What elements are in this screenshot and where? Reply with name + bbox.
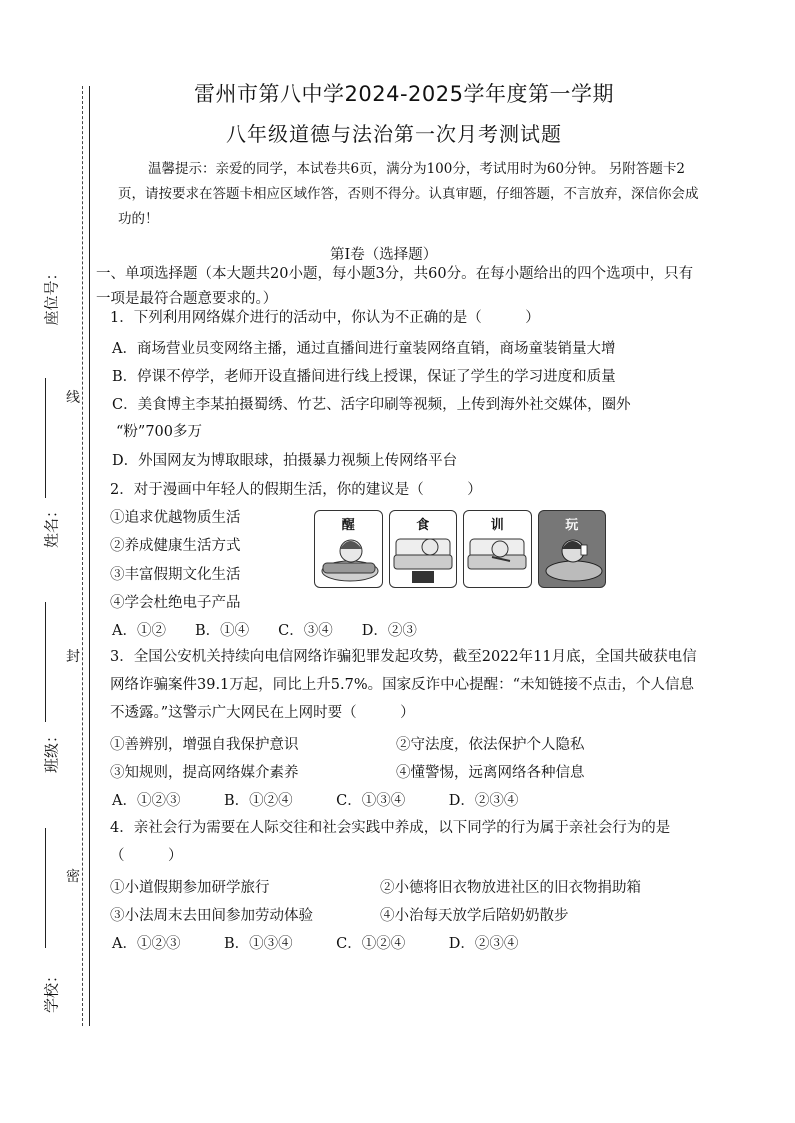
exam-subtitle: 八年级道德与法治第一次月考测试题 (226, 122, 562, 146)
seal-char-line: 线 (66, 385, 80, 409)
seat-number-label: 座位号： (42, 265, 61, 326)
section-instructions: 一、单项选择题（本大题共20小题，每小题3分，共60分。在每小题给出的四个选项中，只有一项是最符合题意要求的。） (96, 266, 694, 307)
q4-item-3: ③小法周末去田间参加劳动体验 (110, 908, 313, 924)
q4-answers: A．①②③ B．①③④ C．①②④ D．②③④ (112, 936, 519, 952)
q4-item-1: ①小道假期参加研学旅行 (110, 880, 270, 896)
comic-strip (314, 510, 606, 588)
q2-answers: A．①② B．①④ C．③④ D．②③ (112, 623, 417, 639)
lying-person-icon (464, 511, 531, 587)
q1-option-c-cont: “粉”700多万 (116, 424, 203, 440)
comic-panel-label: 训 (490, 518, 504, 533)
comic-panel-label: 醒 (341, 518, 355, 533)
binding-margin (0, 0, 100, 1123)
q3-item-2: ②守法度，依法保护个人隐私 (396, 737, 585, 753)
q1-option-b: B．停课不停学，老师开设直播间进行线上授课，保证了学生的学习进度和质量 (112, 369, 616, 385)
exam-title: 雷州市第八中学2024-2025学年度第一学期 (194, 82, 614, 106)
q3-item-4: ④懂警惕，远离网络各种信息 (396, 765, 585, 781)
q3-item-1: ①善辨别，增强自我保护意识 (110, 737, 299, 753)
q3-item-3: ③知规则，提高网络媒介素养 (110, 765, 299, 781)
seal-dashed-line (82, 86, 83, 1026)
class-blank-line[interactable] (45, 602, 46, 722)
name-label: 姓名： (42, 503, 61, 549)
q3-stem: 3．全国公安机关持续向电信网络诈骗犯罪发起攻势，截至2022年11月底，全国共破获电信网络诈骗案件39.1万起，同比上升5.7%。国家反诈中心提醒：“未知链接不点击，个人信息不透露。”这警示广大网民在上网时要（ ） (110, 649, 697, 721)
comic-panel-train (463, 510, 532, 588)
seal-solid-line (89, 86, 90, 1026)
school-blank-line[interactable] (45, 828, 46, 948)
name-blank-line[interactable] (45, 378, 46, 498)
part1-title: 第Ⅰ卷（选择题） (330, 247, 438, 263)
seal-char-seal: 封 (66, 644, 80, 668)
q1-option-c: C．美食博主李某拍摄蜀绣、竹艺、活字印刷等视频，上传到海外社交媒体，圈外 (112, 397, 631, 413)
q2-item-2: ②养成健康生活方式 (110, 538, 241, 554)
q1-stem: 1．下列利用网络媒介进行的活动中，你认为不正确的是（ ） (110, 310, 540, 326)
comic-panel-label: 食 (416, 518, 430, 533)
school-label: 学校： (42, 968, 61, 1014)
comic-panel-wake (314, 510, 383, 588)
q1-option-d: D．外国网友为博取眼球，拍摄暴力视频上传网络平台 (112, 453, 458, 469)
q4-item-2: ②小德将旧衣物放进社区的旧衣物捐助箱 (380, 880, 641, 896)
q2-stem: 2．对于漫画中年轻人的假期生活，你的建议是（ ） (110, 482, 482, 498)
comic-panel-play (538, 510, 607, 588)
q2-item-4: ④学会杜绝电子产品 (110, 595, 241, 611)
q4-stem: 4．亲社会行为需要在人际交往和社会实践中养成，以下同学的行为属于亲社会行为的是（ ） (110, 820, 671, 864)
q2-item-1: ①追求优越物质生活 (110, 510, 241, 526)
q4-item-4: ④小治每天放学后陪奶奶散步 (380, 908, 569, 924)
q3-answers: A．①②③ B．①②④ C．①③④ D．②③④ (112, 793, 519, 809)
seal-char-secret: 密 (66, 864, 80, 888)
exam-notice: 温馨提示：亲爱的同学，本试卷共6页，满分为100分，考试用时为60分钟。 另附答题卡2页，请按要求在答题卡相应区域作答，否则不得分。认真审题，仔细答题，不言放弃，深信你会成功的！ (118, 161, 699, 227)
sleeping-person-icon (315, 511, 382, 587)
comic-panel-eat (389, 510, 458, 588)
phone-person-icon (539, 511, 606, 587)
q2-item-3: ③丰富假期文化生活 (110, 567, 241, 583)
comic-panel-label: 玩 (565, 518, 579, 533)
class-label: 班级： (42, 728, 61, 774)
sofa-person-icon (390, 511, 457, 587)
q1-option-a: A．商场营业员变网络主播，通过直播间进行童装网络直销，商场童装销量大增 (112, 341, 616, 357)
